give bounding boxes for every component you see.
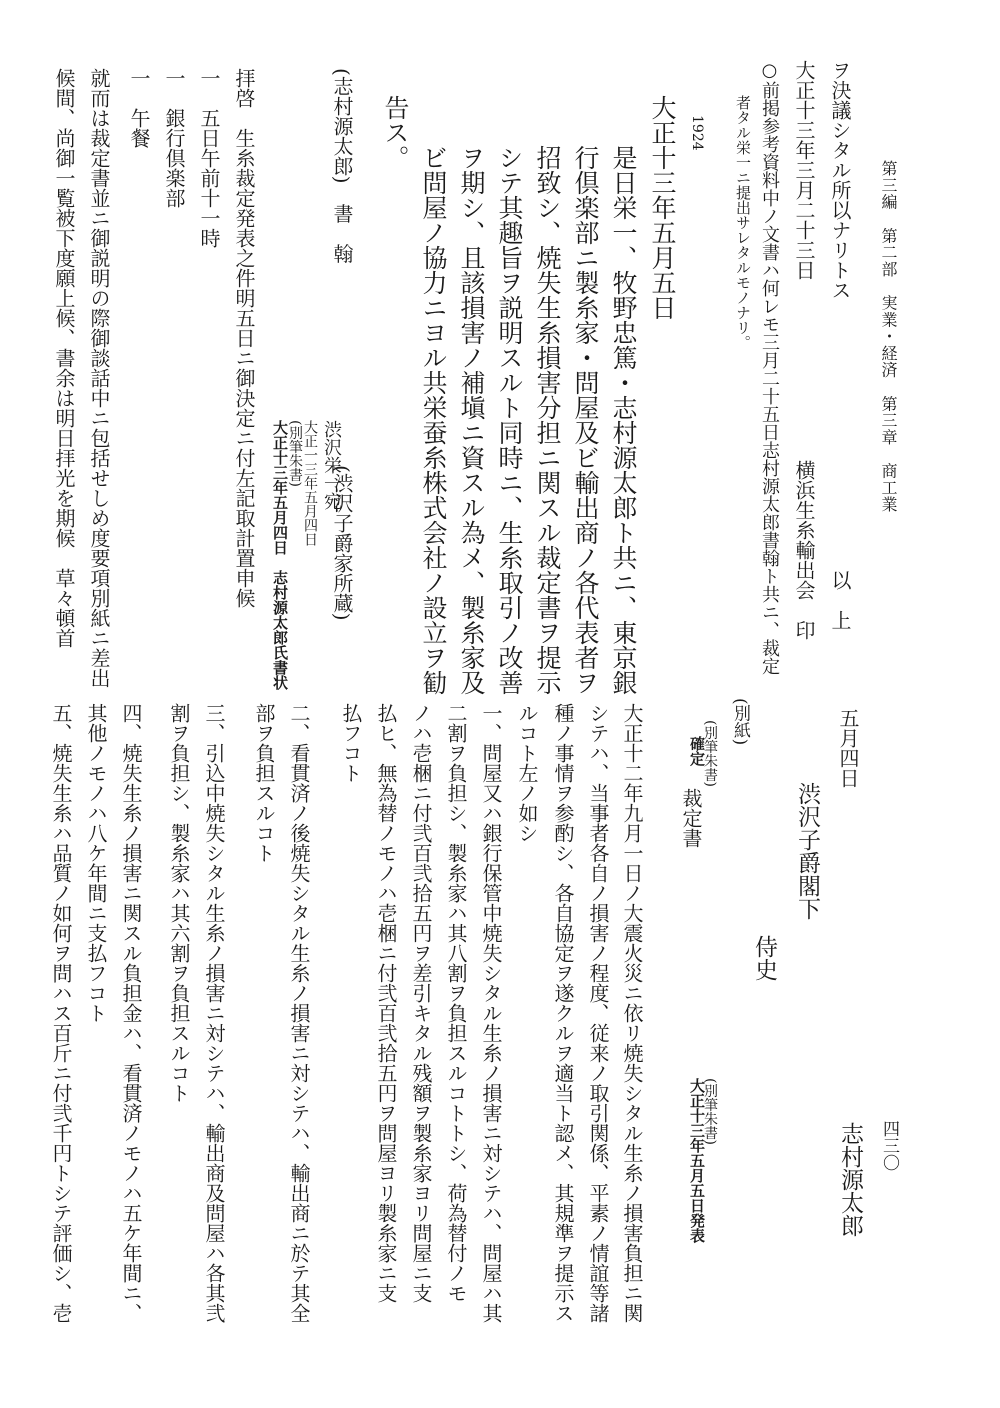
text-column: ヲ決議シタル所以ナリトス bbox=[828, 60, 852, 300]
red-ink-note: 大正十三年五月四日 志村源太郎氏書状 bbox=[271, 420, 289, 690]
entry-paragraph-line: 是日栄一、牧野忠篤・志村源太郎ト共ニ、東京銀 bbox=[609, 145, 638, 695]
document-title: 裁定書 bbox=[679, 788, 703, 848]
decision-line: シテハ、当事者各自ノ損害ノ程度、従来ノ取引関係、平素ノ情誼等諸 bbox=[586, 703, 610, 1323]
decision-line: 部ヲ負担スルコト bbox=[252, 703, 276, 863]
honorific: 侍史 bbox=[751, 935, 777, 981]
decision-line: 割ヲ負担シ、製糸家ハ其六割ヲ負担スルコト bbox=[167, 703, 191, 1103]
letter-line: 拝啓 生糸裁定発表之件明五日ニ御決定ニ付左記取計置申候 bbox=[232, 68, 256, 608]
decision-line: 種ノ事情ヲ参酌シ、各自協定ヲ遂クルヲ適当ト認メ、其規準ヲ提示ス bbox=[551, 703, 575, 1323]
red-ink-note: (別筆朱書) bbox=[702, 1078, 718, 1145]
entry-paragraph-line: 招致シ、焼失生糸損害分担ニ関スル裁定書ヲ提示 bbox=[533, 145, 562, 695]
letter-date: 五月四日 bbox=[836, 708, 860, 788]
decision-line: 二割ヲ負担シ、製糸家ハ其八割ヲ負担スルコトトシ、荷為替付ノモ bbox=[444, 703, 468, 1303]
red-ink-note: (別筆朱書) bbox=[702, 720, 718, 787]
letter-source: (渋沢子爵家所蔵) bbox=[330, 465, 354, 621]
entry-paragraph-line: ビ問屋ノ協力ニヨル共栄蚕糸株式会社ノ設立ヲ勧 bbox=[419, 145, 448, 695]
addressee: 渋沢子爵閣下 bbox=[794, 782, 820, 920]
text-column: 大正十三年三月二十三日 bbox=[792, 60, 816, 280]
red-ink-note: 確定 bbox=[688, 736, 706, 766]
entry-paragraph-line: シテ其趣旨ヲ説明スルト同時ニ、生糸取引ノ改善 bbox=[495, 145, 524, 695]
page-number: 四三〇 bbox=[879, 1120, 899, 1171]
year-marker: 1924 bbox=[689, 115, 705, 151]
letter-item: 一 午餐 bbox=[127, 68, 151, 148]
decision-clause: 四、焼失生糸ノ損害ニ関スル負担金ハ、看貫済ノモノハ五ケ年間ニ、 bbox=[119, 703, 143, 1323]
letter-item: 一 銀行倶楽部 bbox=[162, 68, 186, 208]
entry-paragraph-line: 告ス。 bbox=[381, 95, 410, 170]
letter-item: 一 五日午前十一時 bbox=[197, 68, 221, 248]
decision-line: ルコト左ノ如シ bbox=[515, 703, 539, 843]
letter-address: 渋沢栄一宛 bbox=[321, 420, 342, 510]
red-ink-note: 大正十三年五月五日発表 bbox=[688, 1078, 706, 1243]
decision-clause: 五、焼失生糸ハ品質ノ如何ヲ問ハス百斤ニ付弐千円トシテ評価シ、壱 bbox=[49, 703, 73, 1323]
decision-line: 其他ノモノハ八ケ年間ニ支払フコト bbox=[84, 703, 108, 1023]
attachment-label: (別紙) bbox=[730, 698, 750, 746]
running-head: 第三編 第二部 実業・経済 第三章 商工業 bbox=[879, 160, 898, 513]
decision-line: 払ヒ、無為替ノモノハ壱梱ニ付弐百弐拾五円ヲ問屋ヨリ製糸家ニ支 bbox=[374, 703, 398, 1303]
entry-paragraph-line: ヲ期シ、且該損害ノ補塡ニ資スル為メ、製糸家及 bbox=[457, 145, 486, 695]
entry-paragraph-line: 行倶楽部ニ製糸家・問屋及ビ輸出商ノ各代表者ヲ bbox=[571, 145, 600, 695]
letter-title: (志村源太郎) 書 翰 bbox=[330, 68, 354, 264]
closing-mark: 以 上 bbox=[828, 570, 852, 630]
editorial-note: ○前掲参考資料中ノ文書ハ何レモ三月二十五日志村源太郎書翰ト共ニ、裁定 bbox=[759, 60, 780, 675]
entry-date: 大正十三年五月五日 bbox=[648, 95, 677, 320]
red-ink-note: (別筆朱書) bbox=[287, 420, 303, 487]
decision-line: 大正十二年九月一日ノ大震火災ニ依リ焼失シタル生糸ノ損害負担ニ関 bbox=[620, 703, 644, 1323]
decision-clause: 一、問屋又ハ銀行保管中焼失シタル生糸ノ損害ニ対シテハ、問屋ハ其 bbox=[479, 703, 503, 1323]
decision-clause: 三、引込中焼失シタル生糸ノ損害ニ対シテハ、輸出商及問屋ハ各其弐 bbox=[202, 703, 226, 1323]
decision-line: 払フコト bbox=[339, 703, 363, 783]
decision-clause: 二、看貫済ノ後焼失シタル生糸ノ損害ニ対シテハ、輸出商ニ於テ其全 bbox=[287, 703, 311, 1323]
decision-line: ノハ壱梱ニ付弐百弐拾五円ヲ差引キタル残額ヲ製糸家ヨリ問屋ニ支 bbox=[409, 703, 433, 1303]
signature: 志村源太郎 bbox=[837, 1122, 863, 1237]
editorial-note: 者タル栄一ニ提出サレタルモノナリ。 bbox=[734, 95, 752, 350]
letter-line: 候間、尚御一覧被下度願上候、書余は明日拝光を期候 草々頓首 bbox=[52, 68, 76, 648]
organization-seal: 横浜生糸輸出会 印 bbox=[792, 460, 816, 640]
letter-address-date: 大正一三年五月四日 bbox=[302, 420, 318, 546]
letter-line: 就而は裁定書並ニ御説明の際御談話中ニ包括せしめ度要項別紙ニ差出 bbox=[87, 68, 111, 688]
